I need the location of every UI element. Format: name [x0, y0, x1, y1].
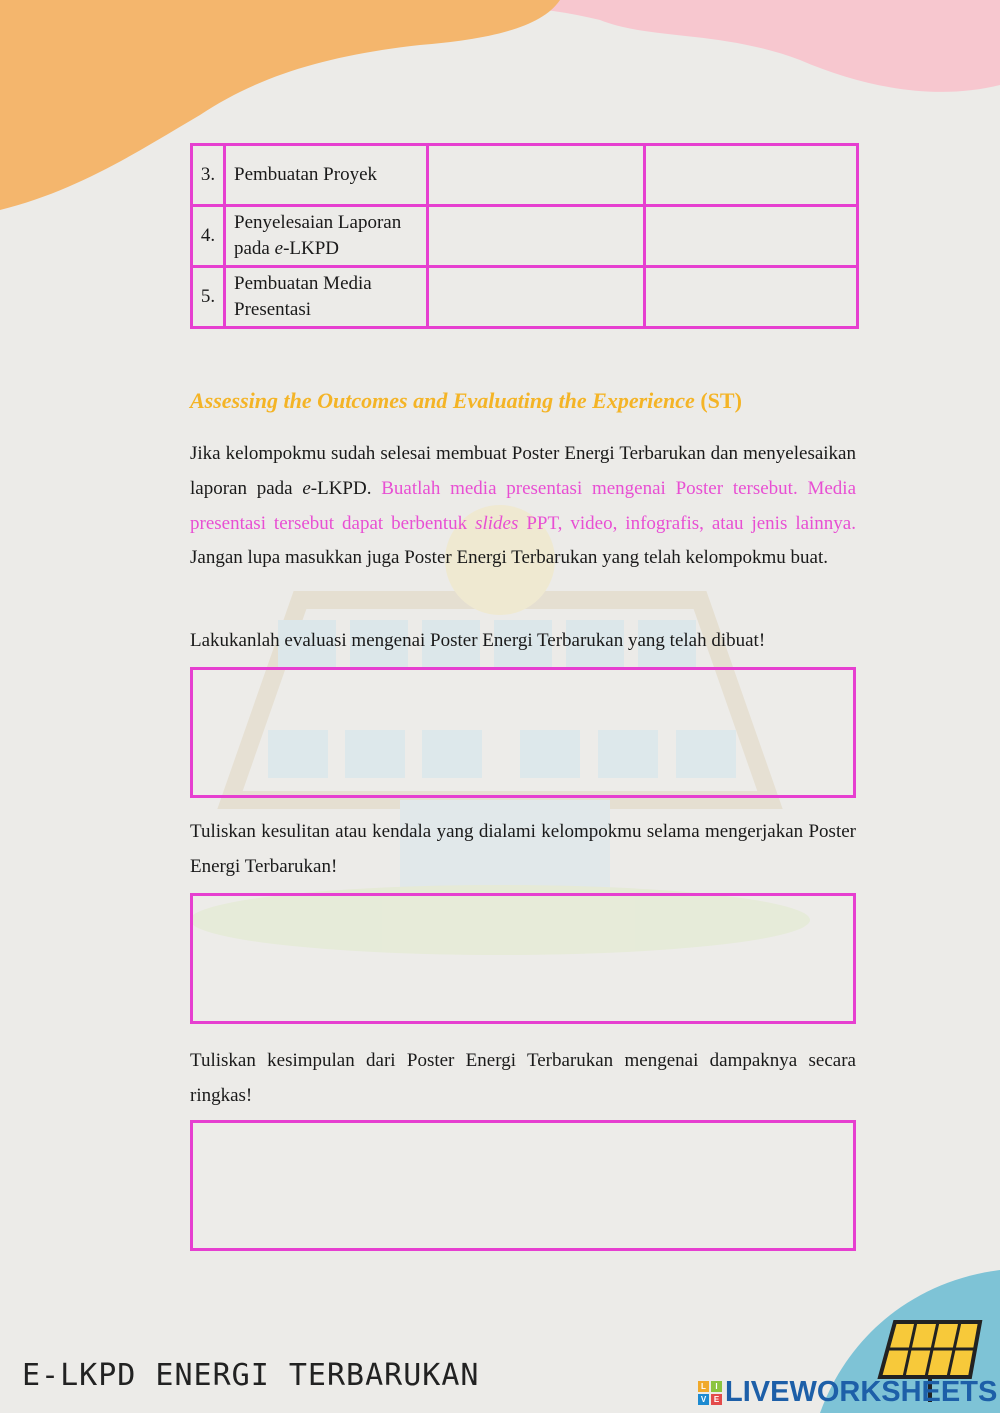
row-number: 4.: [192, 206, 225, 267]
table-row: [192, 267, 858, 328]
question-difficulties: Tuliskan kesulitan atau kendala yang dialami kelompokmu selama mengerjakan Poster Energi Terbarukan!: [190, 821, 856, 877]
difficulties-answer-box[interactable]: [190, 893, 856, 1024]
heading-title: Assessing the Outcomes and Evaluating the Experience: [190, 388, 695, 413]
table-row: [192, 145, 858, 206]
question-conclusion: Tuliskan kesimpulan dari Poster Energi Terbarukan mengenai dampaknya secara ringkas!: [190, 1050, 856, 1106]
row-number: 5.: [192, 267, 225, 328]
conclusion-answer-box[interactable]: [190, 1120, 856, 1251]
row-input-cell[interactable]: [428, 145, 645, 206]
question-evaluation: Lakukanlah evaluasi mengenai Poster Energi Terbarukan yang telah dibuat!: [190, 630, 766, 651]
row-activity: Pembuatan Media Presentasi: [225, 267, 428, 328]
row-activity: Penyelesaian Laporan pada e-LKPD: [225, 206, 428, 267]
row-number: 3.: [192, 145, 225, 206]
row-input-cell[interactable]: [428, 267, 645, 328]
row-input-cell[interactable]: [645, 267, 858, 328]
heading-tag: (ST): [700, 388, 742, 413]
liveworksheets-logo[interactable]: [698, 1376, 997, 1409]
activity-table: [190, 143, 859, 329]
table-row: [192, 206, 858, 267]
section-heading: [190, 388, 742, 414]
row-input-cell[interactable]: [428, 206, 645, 267]
intro-paragraph: Jika kelompokmu sudah selesai membuat Poster Energi Terbarukan dan menyelesaikan laporan pada e-LKPD. Buatlah media presentasi mengenai Poster tersebut. Media presentasi tersebut dapat berbentuk slides PPT, video, infografis, atau jenis lainnya. Jangan lupa masukkan juga Poster Energi Terbarukan yang telah kelompokmu buat.: [190, 443, 856, 569]
footer-title: E-LKPD ENERGI TERBARUKAN: [22, 1358, 480, 1393]
evaluation-answer-box[interactable]: [190, 667, 856, 798]
liveworksheets-logo-text: LIVEWORKSHEETS: [725, 1376, 998, 1408]
row-activity: Pembuatan Proyek: [225, 145, 428, 206]
row-input-cell[interactable]: [645, 206, 858, 267]
row-input-cell[interactable]: [645, 145, 858, 206]
liveworksheets-logo-mark-icon: L I V E: [698, 1381, 722, 1405]
